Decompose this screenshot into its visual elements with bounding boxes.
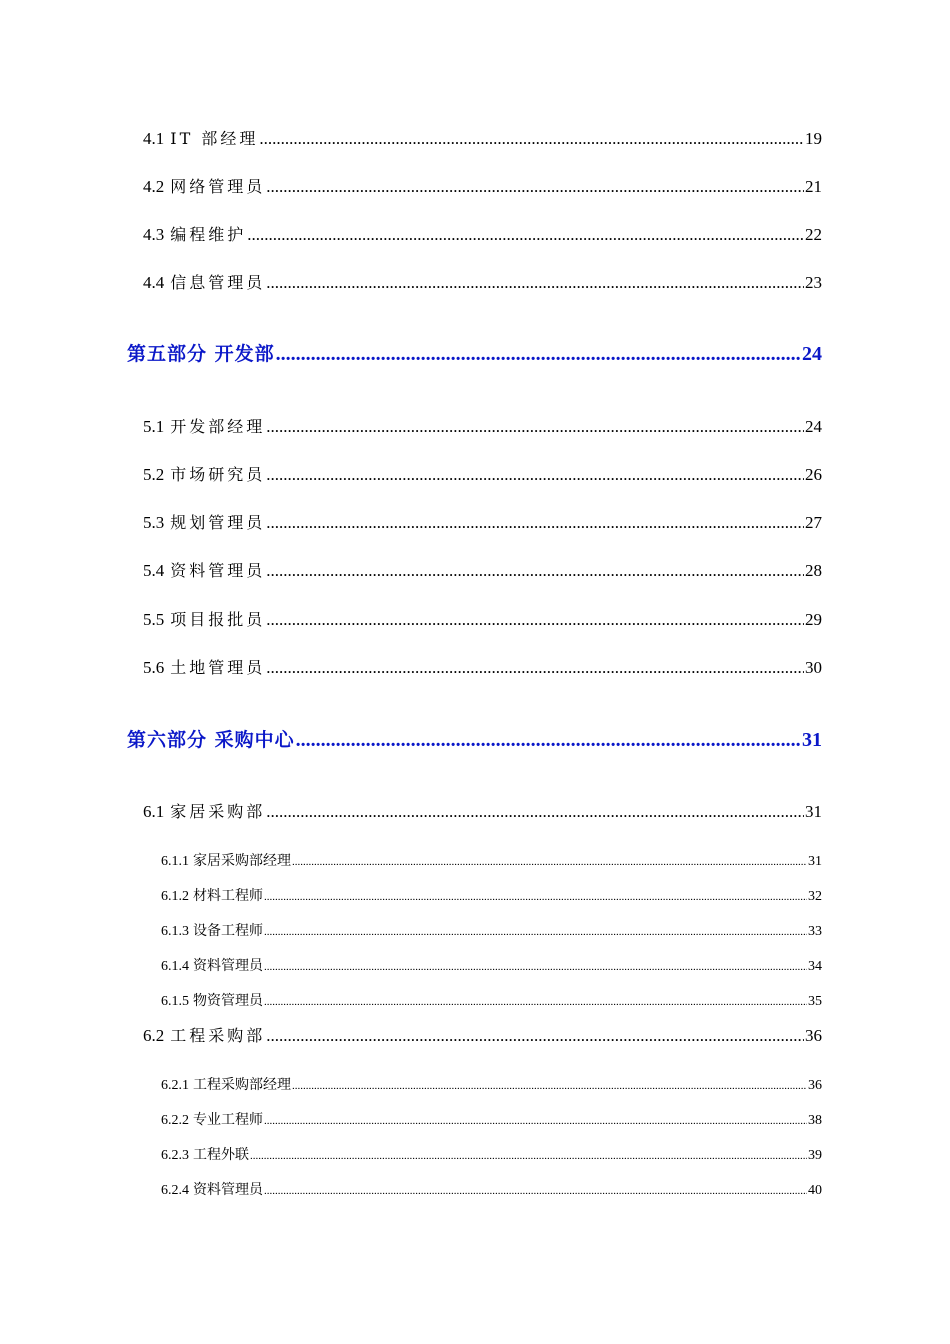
dot-leader [264, 961, 807, 973]
dot-leader [266, 610, 804, 630]
dot-leader [264, 891, 807, 903]
toc-subentry-page: 34 [808, 959, 822, 974]
toc-entry-number: 5.2 [143, 465, 165, 484]
toc-subentry[interactable] [161, 1179, 822, 1199]
toc-subentry-title: 资料管理员 [193, 1182, 263, 1198]
dot-leader [276, 343, 801, 366]
toc-subentry[interactable] [161, 990, 822, 1010]
dot-leader [296, 729, 801, 752]
toc-entry-title: 家居采购部 [170, 802, 266, 821]
toc-entry-number: 5.3 [143, 513, 165, 532]
toc-subentry[interactable] [161, 885, 822, 905]
toc-subentry-title: 工程采购部经理 [193, 1077, 291, 1093]
dot-leader [264, 926, 807, 938]
toc-subentry-page: 32 [808, 889, 822, 904]
dot-leader [292, 856, 807, 868]
dot-leader [247, 225, 804, 245]
toc-subentry-title: 材料工程师 [193, 888, 263, 904]
toc-entry-title: 编程维护 [170, 225, 247, 244]
dot-leader [266, 417, 804, 437]
toc-entry-page: 24 [805, 417, 822, 436]
toc-entry-title: 规划管理员 [170, 513, 266, 532]
toc-entry[interactable] [143, 174, 822, 198]
toc-entry-page: 29 [805, 610, 822, 629]
toc-entry-title: 土地管理员 [170, 658, 266, 677]
toc-entry-page: 31 [805, 802, 822, 821]
toc-subentry-page: 31 [808, 854, 822, 869]
toc-entry-number: 4.3 [143, 225, 165, 244]
toc-entry-title: 网络管理员 [170, 177, 266, 196]
dot-leader [266, 802, 804, 822]
dot-leader [266, 273, 804, 293]
dot-leader [292, 1080, 807, 1092]
toc-entry-number: 6.2 [143, 1026, 165, 1045]
toc-entry-page: 22 [805, 225, 822, 244]
toc-entry-title: 市场研究员 [170, 465, 266, 484]
toc-subentry-number: 6.1.3 [161, 924, 189, 939]
toc-subentry-page: 35 [808, 994, 822, 1009]
toc-entry[interactable] [143, 510, 822, 534]
toc-entry-page: 27 [805, 513, 822, 532]
toc-subentry-title: 设备工程师 [193, 923, 263, 939]
toc-entry-page: 26 [805, 465, 822, 484]
toc-entry[interactable] [143, 655, 822, 679]
dot-leader [266, 465, 804, 485]
dot-leader [264, 1115, 807, 1127]
toc-subentry[interactable] [161, 1074, 822, 1094]
toc-entry-title: 项目报批员 [170, 610, 266, 629]
toc-subentry-page: 40 [808, 1183, 822, 1198]
dot-leader [266, 1026, 804, 1046]
toc-entry-number: 5.5 [143, 610, 165, 629]
toc-subentry[interactable] [161, 1109, 822, 1129]
toc-entry-number: 5.6 [143, 658, 165, 677]
toc-subentry-number: 6.2.4 [161, 1183, 189, 1198]
toc-entry-number: 5.1 [143, 417, 165, 436]
toc-subentry-title: 物资管理员 [193, 993, 263, 1009]
toc-subentry-number: 6.2.1 [161, 1078, 189, 1093]
toc-subentry[interactable] [161, 955, 822, 975]
toc-part-title: 第六部分 采购中心 [127, 729, 295, 751]
toc-entry-title: 信息管理员 [170, 273, 266, 292]
toc-entry[interactable] [143, 558, 822, 582]
toc-subentry[interactable] [161, 850, 822, 870]
toc-subentry-number: 6.2.3 [161, 1148, 189, 1163]
toc-entry[interactable] [143, 462, 822, 486]
toc-entry-title: 资料管理员 [170, 561, 266, 580]
dot-leader [266, 513, 804, 533]
dot-leader [250, 1150, 807, 1162]
toc-subentry-number: 6.1.5 [161, 994, 189, 1009]
toc-entry[interactable] [143, 270, 822, 294]
toc-entry[interactable] [143, 1023, 822, 1047]
dot-leader [266, 561, 804, 581]
toc-entry-number: 6.1 [143, 802, 165, 821]
toc-subentry-page: 38 [808, 1113, 822, 1128]
dot-leader [264, 1185, 807, 1197]
dot-leader [266, 658, 804, 678]
toc-subentry-number: 6.1.1 [161, 854, 189, 869]
toc-entry-number: 5.4 [143, 561, 165, 580]
toc-part-page: 24 [802, 343, 822, 365]
toc-subentry[interactable] [161, 1144, 822, 1164]
toc-part-heading[interactable] [127, 725, 822, 753]
toc-subentry-number: 6.2.2 [161, 1113, 189, 1128]
toc-entry-page: 36 [805, 1026, 822, 1045]
toc-entry[interactable] [143, 607, 822, 631]
toc-part-title: 第五部分 开发部 [127, 343, 275, 365]
toc-entry[interactable] [143, 126, 822, 150]
toc-entry-page: 21 [805, 177, 822, 196]
toc-entry-number: 4.1 [143, 129, 165, 148]
toc-subentry-page: 33 [808, 924, 822, 939]
toc-subentry-page: 36 [808, 1078, 822, 1093]
toc-subentry-number: 6.1.4 [161, 959, 189, 974]
dot-leader [266, 177, 804, 197]
toc-entry-title: 开发部经理 [170, 417, 266, 436]
toc-subentry-title: 专业工程师 [193, 1112, 263, 1128]
toc-subentry-title: 资料管理员 [193, 958, 263, 974]
toc-entry-number: 4.2 [143, 177, 165, 196]
toc-entry-title: IT 部经理 [170, 129, 259, 148]
toc-entry-page: 19 [805, 129, 822, 148]
toc-entry-title: 工程采购部 [170, 1026, 266, 1045]
toc-entry-page: 23 [805, 273, 822, 292]
toc-subentry-title: 家居采购部经理 [193, 853, 291, 869]
toc-entry[interactable] [143, 799, 822, 823]
toc-entry-page: 28 [805, 561, 822, 580]
toc-subentry-title: 工程外联 [193, 1147, 249, 1163]
toc-entry[interactable] [143, 414, 822, 438]
toc-part-heading[interactable] [127, 339, 822, 367]
toc-entry-number: 4.4 [143, 273, 165, 292]
toc-subentry-page: 39 [808, 1148, 822, 1163]
toc-subentry-number: 6.1.2 [161, 889, 189, 904]
dot-leader [259, 129, 804, 149]
toc-entry-page: 30 [805, 658, 822, 677]
toc-entry[interactable] [143, 222, 822, 246]
dot-leader [264, 996, 807, 1008]
toc-subentry[interactable] [161, 920, 822, 940]
toc-part-page: 31 [802, 729, 822, 751]
